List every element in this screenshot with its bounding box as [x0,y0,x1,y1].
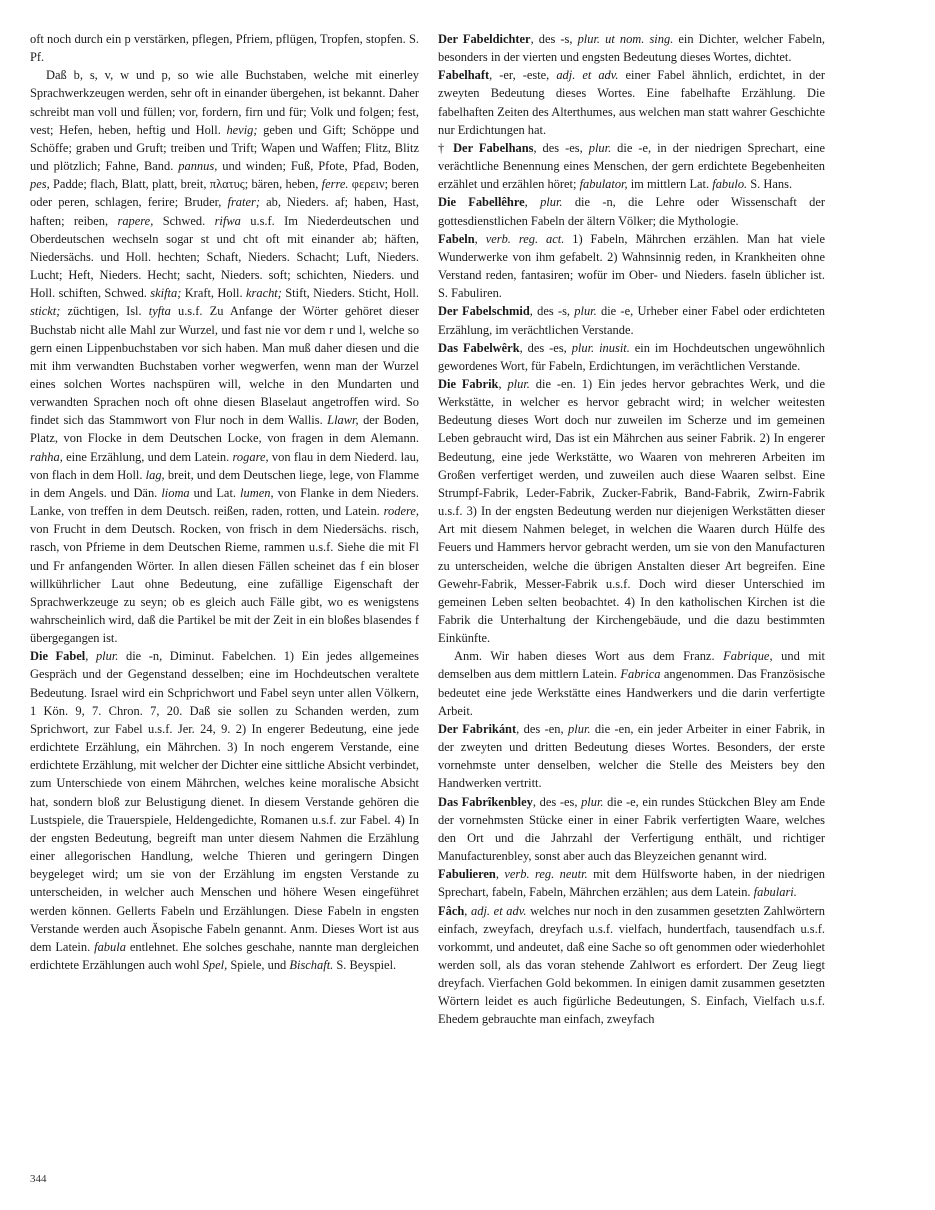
entry-text: , des -es, [533,140,589,155]
entry-text: Schwed. [153,213,215,228]
italic-term: pes, [30,177,50,192]
entry-text: die -en, ein jeder Arbeiter in einer Fabrik, in der zweyten und dritten Bedeutung dieses Wortes. Besonders, der erste vornehmste unter denselben, welcher die Stelle des Meisters bey den Handwerken vertritt. [438,721,825,791]
entry-text: die -en. 1) Ein jedes hervor gebrachtes Werk, und die Werkstätte, in welcher es hervor gebracht wird; in welcher weitesten Bedeutung dieses Wort doch nur zuweilen im Scherze und im gemeinen Leben gebraucht wird, Das ist ein Mährchen aus seiner Fabrik. 2) In engerer Bedeutung, eine jede Werkstätte, wo Waaren von mehreren Arbeiten im Großen verfertiget werden, und zuweilen auch diese Waaren selbst. Eine Strumpf-Fabrik, Leder-Fabrik, Zucker-Fabrik, Band-Fabrik, Zwirn-Fabrik u.s.f. 3) In der engsten Bedeutung werden nur diejenigen Werkstätten dieser Art mit diesem Nahmen beleget, in welchen die Waaren durch Hülfe des Feuers und Hammers hervor gebracht werden, um sie von den Manufacturen zu unterscheiden, welche die übrigen Anstalten dieser Art begreifen. Eine Gewehr-Fabrik, Messer-Fabrik u.s.f. Doch wird dieser Unterschied im gemeinen Leben selten beobachtet. 4) In den katholischen Kirchen ist die Fabrik die Unterhaltung der Kirchengebäude, und die dazu bestimmten Einkünfte. [438,376,825,646]
italic-term: plur. [588,140,612,155]
italic-term: Llawr, [327,413,359,428]
entry-text: , [495,867,505,882]
entry-text: welches nur noch in den zusammen gesetzten Zahlwörtern einfach, zweyfach, dreyfach u.s.f. vielfach, hundertfach, tausendfach u.s.f. vorkommt, und andeutet, daß eine Sache so oft genommen oder wiederhohlet werden soll, als das voran stehende Zahlwort es erfordert. Der Zeug liegt dreyfach. Vierfachen Gold bekommen. In einigen damit zusammen gesetzten Wörtern leidet es auch figürliche Bedeutungen, S. Einfach, Vielfach u.s.f. Ehedem gebrauchte man einfach, zweyfach [438,903,826,1027]
italic-term: lioma [161,485,190,500]
entry-text: die -e, in der niedrigen Sprechart, eine verächtliche Benennung eines Menschen, der gern erdichtete Begebenheiten erzählet und erzählen höret; [438,140,826,192]
headword: Die Fabel [30,649,86,664]
entry-text: ein im Hochdeutschen ungewöhnlich gewordenes Wort, für Fabeln, Erdichtungen, im verächtlichen Verstande. [438,340,825,373]
entry-text: von Frucht in dem Deutsch. Rocken, von frisch in dem Niedersächs. risch, rasch, von Pfrieme in dem Deutschen Rieme, rammen u.s.f. Siehe die mit Fl und Fr anfangenden Wörter. In allen diesen Fällen scheinet das f ein bloser willkührlicher Laut ohne Bedeutung, eine zufällige Eigenschaft der Sprachwerkzeuge zu seyn; ob es gleich auch Fälle gibt, wo es wenigstens wahrscheinlich wird, daß die Partikel be mit der Zeit in ein bloßes blasendes f übergegangen ist. [30,522,419,646]
entry-text: die -e, Urheber einer Fabel oder erdichteten Erzählung, im verächtlichen Verstande. [438,304,825,337]
italic-term: rahha, [30,449,63,464]
italic-term: Bischaft. [289,957,334,972]
headword: Das Fabrîkenbley [438,794,533,809]
entry-text: , [474,231,486,246]
entry-paragraph [438,647,825,720]
entry-text: , des -en, [516,721,569,736]
right-column [438,30,825,1029]
entry-text: eine Erzählung, und dem Latein. [62,449,233,464]
italic-term: lag, [145,467,165,482]
headword: Fabeln [438,231,475,246]
entry-text: Kraft, Holl. [181,286,246,301]
entry-paragraph [438,339,825,375]
page-number: 344 [30,1173,47,1185]
entry-text: breit, und dem Deutschen liege, lege, von Flamme in dem Angels. und Dän. [30,467,419,500]
entry-text: im mittlern Lat. [627,177,713,192]
italic-term: rogare, [232,449,269,464]
entry-text: Anm. Wir haben dieses Wort aus dem Franz. [454,649,724,664]
italic-term: plur. [568,721,591,736]
entry-text: , [524,195,541,210]
italic-term: Spel, [202,957,228,972]
entry-text: , des -s, [530,32,578,46]
entry-text: φερειν; beren oder peren, schlagen, ferire; Bruder, [30,177,419,210]
entry-text: die -e, ein rundes Stückchen Bley am Ende der vornehmsten Stücke einer in einer Fabrik verfertigten Waare, welches den Ort und die Jahrzahl der Verfertigung enthält, und richtiger Manufacturenbley, sonst aber auch das Bleyzeichen genannt wird. [438,794,825,864]
entry-text: einer Fabel ähnlich, erdichtet, in der zweyten Bedeutung dieses Wortes. Eine fabelhafte Erzählung. Die fabelhaften Zeiten des Alterthumes, aus welchen man statt wahrer Geschichte nur Erdichtungen hat. [438,68,825,137]
entry-paragraph [438,793,825,866]
entry-paragraph [438,302,825,338]
italic-term: skifta; [150,286,182,301]
italic-term: tyfta [148,304,171,319]
italic-term: frater; [227,195,260,210]
italic-term: plur. inusit. [571,340,630,355]
entry-paragraph [438,902,825,1029]
italic-term: stickt; [30,304,61,319]
entry-text: ein Dichter, welcher Fabeln, besonders in der vierten und engsten Bedeutung dieses Wortes, dichtet. [438,32,826,65]
entry-text: oft noch durch ein p verstärken, pflegen, Pfriem, pflügen, Tropfen, stopfen. S. Pf. [30,32,419,65]
entry-text: † [438,140,454,155]
entry-text: ab, Nieders. af; haben, Hast, haften; reiben, [30,195,419,228]
entry-text: , -er, -este, [489,68,557,83]
entry-text: und mit demselben aus dem mittlern Latein. [438,649,825,682]
entry-text: mit dem Hülfsworte haben, in der niedrigen Sprechart, fabeln, Fabeln, Mährchen erzählen; aus dem Latein. [438,867,825,900]
headword: Der Fabrikánt [438,721,517,736]
entry-text: die -n, Diminut. Fabelchen. 1) Ein jedes allgemeines Gespräch und der Gegenstand desselben; eine im Hochdeutschen veraltete Bedeutung. Israel wird ein Schprichwort und Fabel seyn unter allen Völkern, 1 Kön. 9, 7. Chron. 7, 20. Daß sie sollen zu Schanden werden, zum Sprichwort, zur Fabel u.s.f. Jer. 24, 9. 2) In engerer Bedeutung, eine jede erdichtete Erzählung, ein Mährchen. 3) In noch engerem Verstande, eine erdichtete Erzählung, mit welcher der Dichter eine sittliche Absicht verbindet, zum Unterschiede von einem Mährchen, welches keine moralische Absicht hat, sondern bloß zur Belustigung dienet. In diesem Verstande gehören die Lustspiele, die Trauerspiele, Heldengedichte, Romanen u.s.f. zur Fabel. 4) In der engsten Bedeutung, begreift man unter diesem Nahmen die Erzählung einer allegorischen Handlung, welche Thieren und geringern Dingen beygeleget wird; um sie von der Erzählung im engsten Verstande zu unterscheiden, in welcher auch Menschen und höhere Wesen eingeführet werden können. Gellerts Fabeln und Erzählungen. Diese Fabeln in engsten Verstande werden auch Äsopische Fabeln genannt. Anm. Dieses Wort ist aus dem Latein. [30,649,420,954]
italic-term: fabulari. [753,885,797,900]
italic-term: kracht; [245,286,282,301]
entry-text: , [464,903,472,918]
entry-text: der Boden, Platz, von Flocke in dem Deutschen Locke, von fragen in dem Alemann. [30,413,419,446]
headword: Das Fabelwêrk [438,340,520,355]
entry-paragraph [438,375,825,647]
left-column [30,30,419,974]
italic-term: fabulo. [712,177,748,192]
italic-term: hevig; [226,122,258,137]
entry-text: Padde; flach, Blatt, platt, breit, πλατυς; bären, heben, [49,177,322,192]
entry-text: , [498,376,508,391]
italic-term: lumen, [240,485,274,500]
italic-term: plur. [540,195,563,210]
italic-term: pannus, [178,159,218,174]
headword: Die Fabrik [438,376,499,391]
entry-text: Stift, Nieders. Sticht, Holl. [281,286,419,301]
italic-term: fabula [94,939,126,954]
italic-term: adj. et adv. [471,903,527,918]
italic-term: rifwa [214,213,241,228]
entry-text: züchtigen, Isl. [60,304,149,319]
entry-text: von flau in dem Niederd. lau, von flach in dem Holl. [30,449,419,482]
italic-term: plur. ut nom. sing. [577,32,674,46]
entry-text: u.s.f. Im Niederdeutschen und Oberdeutschen wechseln sogar st und cht oft mit einander ab; häften, Niedersächs. und Holl. hechten; Schaft, Nieders. Schacht; Luft, Nieders. Lucht; Heft, Nieders. Hecht; sacht, Nieders. soft; schichten, Nieders. und Holl. schiften, Schwed. [30,213,419,301]
entry-text: , des -s, [529,304,575,319]
entry-text: die -n, die Lehre oder Wissenschaft der gottesdienstlichen Fabeln der ältern Völker; die Mythologie. [438,195,825,228]
headword: Der Fabelhans [453,140,534,155]
italic-term: Fabrica [620,667,661,682]
entry-text: S. Beyspiel. [333,957,397,972]
entry-paragraph [438,66,825,139]
headword: Der Fabeldichter [438,32,531,46]
headword: Fâch [438,903,465,918]
italic-term: fabulator, [579,177,628,192]
entry-text: von Flanke in dem Nieders. Lanke, von treffen in dem Deutsch. reißen, raden, rotten, und Latein. [30,485,420,519]
entry-text: und Lat. [189,485,241,500]
entry-paragraph [438,230,825,303]
entry-text: geben und Gift; Schöppe und Schöffe; graben und Gruft; treiben und Trift; Wapen und Waffen; Flitz, Blitz und plötzlich; Fahne, Band. [30,122,419,174]
italic-term: verb. reg. neutr. [504,867,588,882]
entry-text: 1) Fabeln, Mährchen erzählen. Man hat viele Wunderwerke von ihm gefabelt. 2) Wahnsinnig reden, in Krankheiten ohne Verstand reden, fantasiren; wofür im Ober- und Nieders. faseln üblicher ist. S. Fabuliren. [438,231,825,301]
headword: Die Fabellêhre [438,195,525,210]
entry-paragraph [438,865,825,901]
italic-term: adj. et adv. [556,68,619,83]
italic-term: plur. [507,376,530,391]
entry-text: , des -es, [519,340,572,355]
entry-text: , des -es, [532,794,582,809]
italic-term: rapere, [117,213,154,228]
italic-term: rodere, [383,504,419,519]
entry-text: und winden; Fuß, Pfote, Pfad, Boden, [217,159,419,174]
entry-paragraph [30,30,419,66]
headword: Der Fabelschmid [438,304,530,319]
entry-text: angenommen. Das Französische bedeutet eine jede Werkstätte eines Handwerkers und die darin verfertigte Arbeit. [438,667,826,718]
entry-paragraph [438,30,825,66]
entry-paragraph [438,139,825,193]
italic-term: plur. [574,304,597,319]
entry-paragraph [438,193,825,229]
italic-term: verb. reg. act. [485,231,565,246]
entry-text: Spiele, und [227,957,290,972]
italic-term: plur. [581,794,604,809]
entry-text: Daß b, s, v, w und p, so wie alle Buchstaben, welche mit einerley Sprachwerkzeugen werden, sehr oft in einander übergehen, ist bekannt. Daher schreibt man voll und füllen; vor, fordern, firn und für; Volk und folgen; fest, vest; Hefen, heben, heftig und Holl. [30,68,419,137]
entry-text: entlehnet. Ehe solches geschahe, nannte man dergleichen erdichtete Erzählungen auch wohl [30,939,419,972]
italic-term: ferre. [321,177,349,192]
italic-term: plur. [95,649,119,664]
entry-text: u.s.f. Zu Anfange der Wörter gehöret dieser Buchstab nicht alle Mahl zur Wurzel, und fast nie vor dem r und l, welche so gern einen Lippenbuchstaben vor sich haben. Man muß daher diesen und die mit ihm verwandten Buchstaben vorher wegwerfen, wenn man der Wurzel eines solchen Wortes nachspüren will, welche in den Mundarten und verwandten Sprachen noch oft ohne diesen Blaselaut angetroffen wird. So findet sich das Stammwort von Flur noch in dem Wallis. [30,304,420,428]
headword: Fabelhaft [438,68,490,83]
italic-term: Fabrique, [723,649,773,664]
entry-text: S. Hans. [747,177,793,192]
headword: Fabulieren [438,867,496,882]
entry-paragraph [438,720,825,793]
entry-text: , [85,649,96,664]
entry-paragraph [30,66,419,647]
entry-paragraph [30,647,419,974]
